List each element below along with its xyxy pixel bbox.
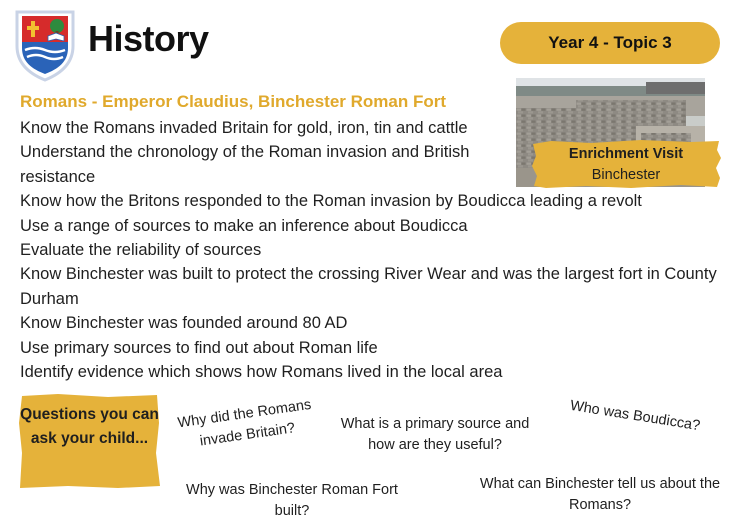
topic-heading: Romans - Emperor Claudius, Binchester Roman Fort xyxy=(20,92,447,111)
question-item: Why did the Romans invade Britain? xyxy=(176,396,313,450)
question-item: What is a primary source and how are they useful? xyxy=(340,416,530,453)
questions-box xyxy=(18,393,161,489)
objective-item: Know how the Britons responded to the Roman invasion by Boudicca leading a revolt xyxy=(20,192,642,211)
objective-item: Know the Romans invaded Britain for gold, iron, tin and cattle xyxy=(20,119,468,137)
enrichment-visit-label xyxy=(531,138,721,190)
enrichment-place: Binchester xyxy=(591,167,661,183)
question-item: Why was Binchester Roman Fort built? xyxy=(186,482,398,519)
question-item: Who was Boudicca? xyxy=(568,397,702,435)
page-title: History xyxy=(88,18,209,59)
school-crest-icon xyxy=(12,6,78,82)
objective-item: Know Binchester was founded around 80 AD xyxy=(20,314,348,333)
year-topic-badge: Year 4 - Topic 3 xyxy=(500,22,720,64)
objective-item: Understand the chronology of the Roman invasion and British resistance xyxy=(20,143,470,186)
enrichment-title: Enrichment Visit xyxy=(568,146,684,162)
objective-item: Use a range of sources to make an inference about Boudicca xyxy=(20,216,468,235)
objective-item: Use primary sources to find out about Roman life xyxy=(20,338,378,357)
question-item: What can Binchester tell us about the Romans? xyxy=(479,476,721,513)
objective-item: Identify evidence which shows how Romans lived in the local area xyxy=(20,363,503,382)
objective-item: Evaluate the reliability of sources xyxy=(20,241,262,260)
objective-item: Know Binchester was built to protect the crossing River Wear and was the largest fort in County Durham xyxy=(20,265,717,308)
questions-box-label: Questions you can ask your child... xyxy=(20,406,159,447)
